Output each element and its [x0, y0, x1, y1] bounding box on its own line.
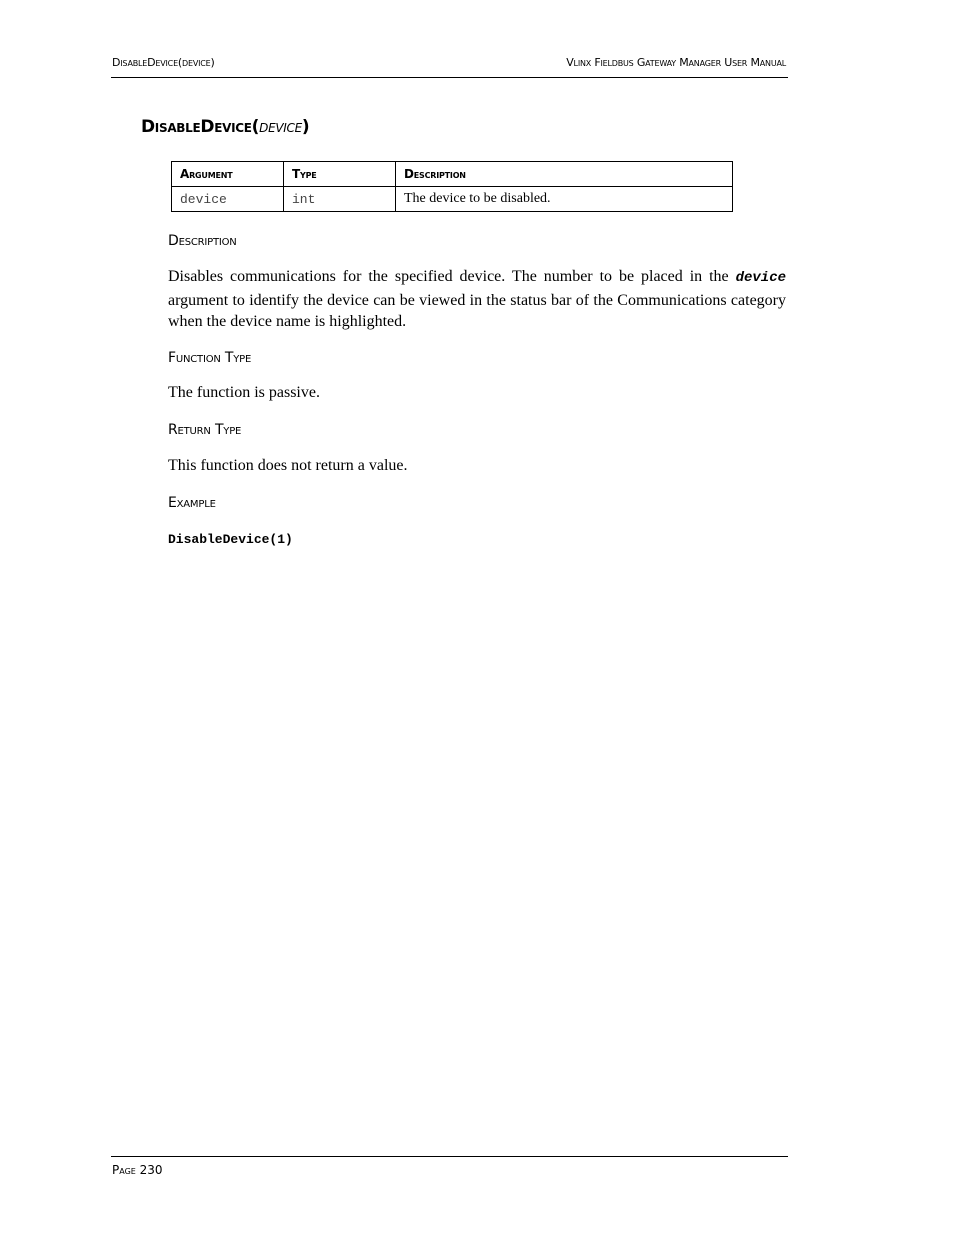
description-text-before: Disables communications for the specified device. The number to be placed in the [168, 268, 729, 285]
function-type-text: The function is passive. [168, 384, 320, 401]
description-text-after: argument to identify the device can be viewed in the status bar of the Communications category when the device name is highlighted. [168, 291, 786, 330]
page-header [111, 53, 788, 78]
argument-table-header-row [172, 162, 733, 187]
header-argument: Argument [172, 162, 284, 187]
cell-type: int [284, 187, 396, 212]
return-type-heading: Return Type [168, 422, 242, 438]
header-description: Description [396, 162, 733, 187]
function-name: DisableDevice( [141, 117, 260, 137]
function-type-heading: Function Type [168, 350, 252, 366]
header-section-title: DisableDevice(device) [112, 56, 215, 69]
function-title [141, 117, 309, 137]
header-type: Type [284, 162, 396, 187]
table-row [172, 187, 733, 212]
cell-description: The device to be disabled. [396, 187, 733, 212]
page-number: Page 230 [112, 1163, 163, 1177]
description-code: device [735, 270, 787, 286]
example-heading: Example [168, 495, 216, 511]
page-footer [111, 1156, 788, 1177]
function-close-paren: ) [301, 117, 310, 137]
function-arg: device [259, 117, 302, 137]
header-manual-title: Vlinx Fieldbus Gateway Manager User Manual [566, 56, 786, 69]
return-type-text: This function does not return a value. [168, 457, 408, 474]
cell-argument: device [172, 187, 284, 212]
argument-table [171, 161, 733, 212]
description-text [168, 266, 786, 333]
description-heading: Description [168, 233, 237, 249]
example-code: DisableDevice(1) [168, 532, 293, 547]
